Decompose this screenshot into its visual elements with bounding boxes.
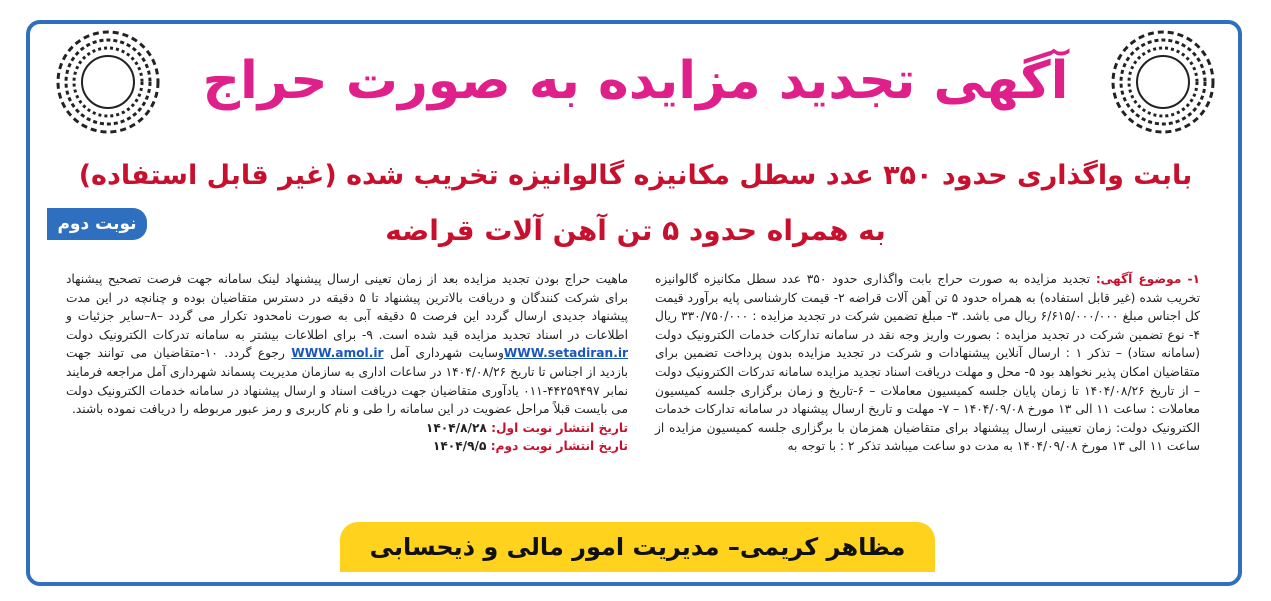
notice-title: آگهی تجدید مزایده به صورت حراج xyxy=(202,51,1069,111)
notice-subtitle-line1: بابت واگذاری حدود ۳۵۰ عدد سطل مکانیزه گالوانیزه تخریب شده (غیر قابل استفاده) xyxy=(78,160,1193,191)
second-publication-label: تاریخ انتشار نوبت دوم: xyxy=(490,439,628,454)
setadiran-link[interactable]: WWW.setadiran.ir xyxy=(503,346,629,361)
signature-banner: مظاهر کریمی– مدیریت امور مالی و ذیحسابی xyxy=(340,522,935,572)
notice-body-left-column xyxy=(66,270,628,456)
notice-subtitle-line2: به همراه حدود ۵ تن آهن آلات قراضه xyxy=(385,214,886,247)
first-publication-label: تاریخ انتشار نوبت اول: xyxy=(491,420,628,435)
first-publication-value: ۱۴۰۴/۸/۲۸ xyxy=(425,420,487,435)
amol-website-link[interactable]: WWW.amol.ir xyxy=(291,346,384,361)
section-heading: ۱- موضوع آگهی: xyxy=(1095,272,1200,286)
left-column-text-part2: وسایت شهرداری آمل xyxy=(389,346,504,361)
second-publication-date xyxy=(66,437,628,456)
municipality-emblem-icon xyxy=(52,26,164,138)
left-column-text-part3: رجوع گردد. ۱۰-متقاضیان می توانند جهت بازدید از اجناس تا تاریخ ۱۴۰۴/۰۸/۲۶ در ساعات اداری به سازمان مدیریت پسماند شهرداری آمل مراجعه فرمایند نمابر ۴۴۲۵۹۴۹۷-۰۱۱ یادآوری متقاضیان جهت دریافت اسناد و ارسال پیشنهاد در سامانه خدمات الکترونیک دولت می بایست قبلاً مراحل عضویت در این سامانه را طی و نام کاربری و رمز عبور مربوطه را دریافت نموده باشند. xyxy=(66,346,628,417)
amol-municipality-logo-right xyxy=(1107,26,1219,138)
amol-municipality-logo-left xyxy=(52,26,164,138)
round-badge: نوبت دوم xyxy=(47,208,147,240)
right-column-text: تجدید مزایده به صورت حراج بابت واگذاری حدود ۳۵۰ عدد سطل مکانیزه گالوانیزه تخریب شده (غیر قابل استفاده) به همراه حدود ۵ تن آهن آلات قراضه ۲- قیمت کارشناسی پایه برآورد قیمت کل اجناس مبلغ ۶/۶۱۵/۰۰۰/۰۰۰ ریال می باشد. ۳- مبلغ تضمین شرکت در تجدید مزایده : ۳۳۰/۷۵۰/۰۰۰ ریال ۴- نوع تضمین شرکت در تجدید مزایده : بصورت واریز وجه نقد در سامانه تدارکات خدمات الکترونیک دولت (سامانه ستاد) – تذکر ۱ : ارسال آنلاین پیشنهادات و شرکت در تجدید مزایده بدون پرداخت تضمین برای متقاضیان امکان پذیر نخواهد بود ۵- محل و مهلت دریافت اسناد تجدید مزایده سامانه تدرکات الکترونیک دولت – از تاریخ ۱۴۰۴/۰۸/۲۶ تا زمان پایان جلسه کمیسیون معاملات – ۶-تاریخ و زمان برگزاری جلسه کمیسیون معاملات : ساعت ۱۱ الی ۱۳ مورخ ۱۴۰۴/۰۹/۰۸ – ۷- مهلت و تاریخ ارسال پیشنهاد در سامانه تدارکات خدمات الکترونیک دولت: زمان تعیینی ارسال پیشنهاد برای متقاضیان همزمان با برگزاری جلسه کمیسیون مزایده از ساعت ۱۱ الی ۱۳ مورخ ۱۴۰۴/۰۹/۰۸ به مدت دو ساعت میباشد تذکر ۲ : با توجه به xyxy=(655,272,1201,454)
notice-body-right-column xyxy=(655,270,1200,456)
first-publication-date xyxy=(66,419,628,438)
left-column-text-part1: ماهیت حراج بودن تجدید مزایده بعد از زمان تعینی ارسال پیشنهاد لینک سامانه جهت فرصت تصحیح پیشنهاد برای شرکت کنندگان و دریافت بالاترین پیشنهاد تا ۵ دقیقه در دسترس متقاضیان بوده و چنانچه در این مدت پیشنهاد جدیدی ارسال گردد این فرصت ۵ دقیقه آبی به صورت نامحدود تکرار می گردد –۸–سایر جزئیات و اطلاعات در اسناد تجدید مزایده قید شده است. ۹- برای اطلاعات بیشتر به سامانه تدرکات الکترونیک دولت xyxy=(66,272,629,342)
second-publication-value: ۱۴۰۴/۹/۵ xyxy=(432,439,487,454)
municipality-emblem-icon xyxy=(1107,26,1219,138)
